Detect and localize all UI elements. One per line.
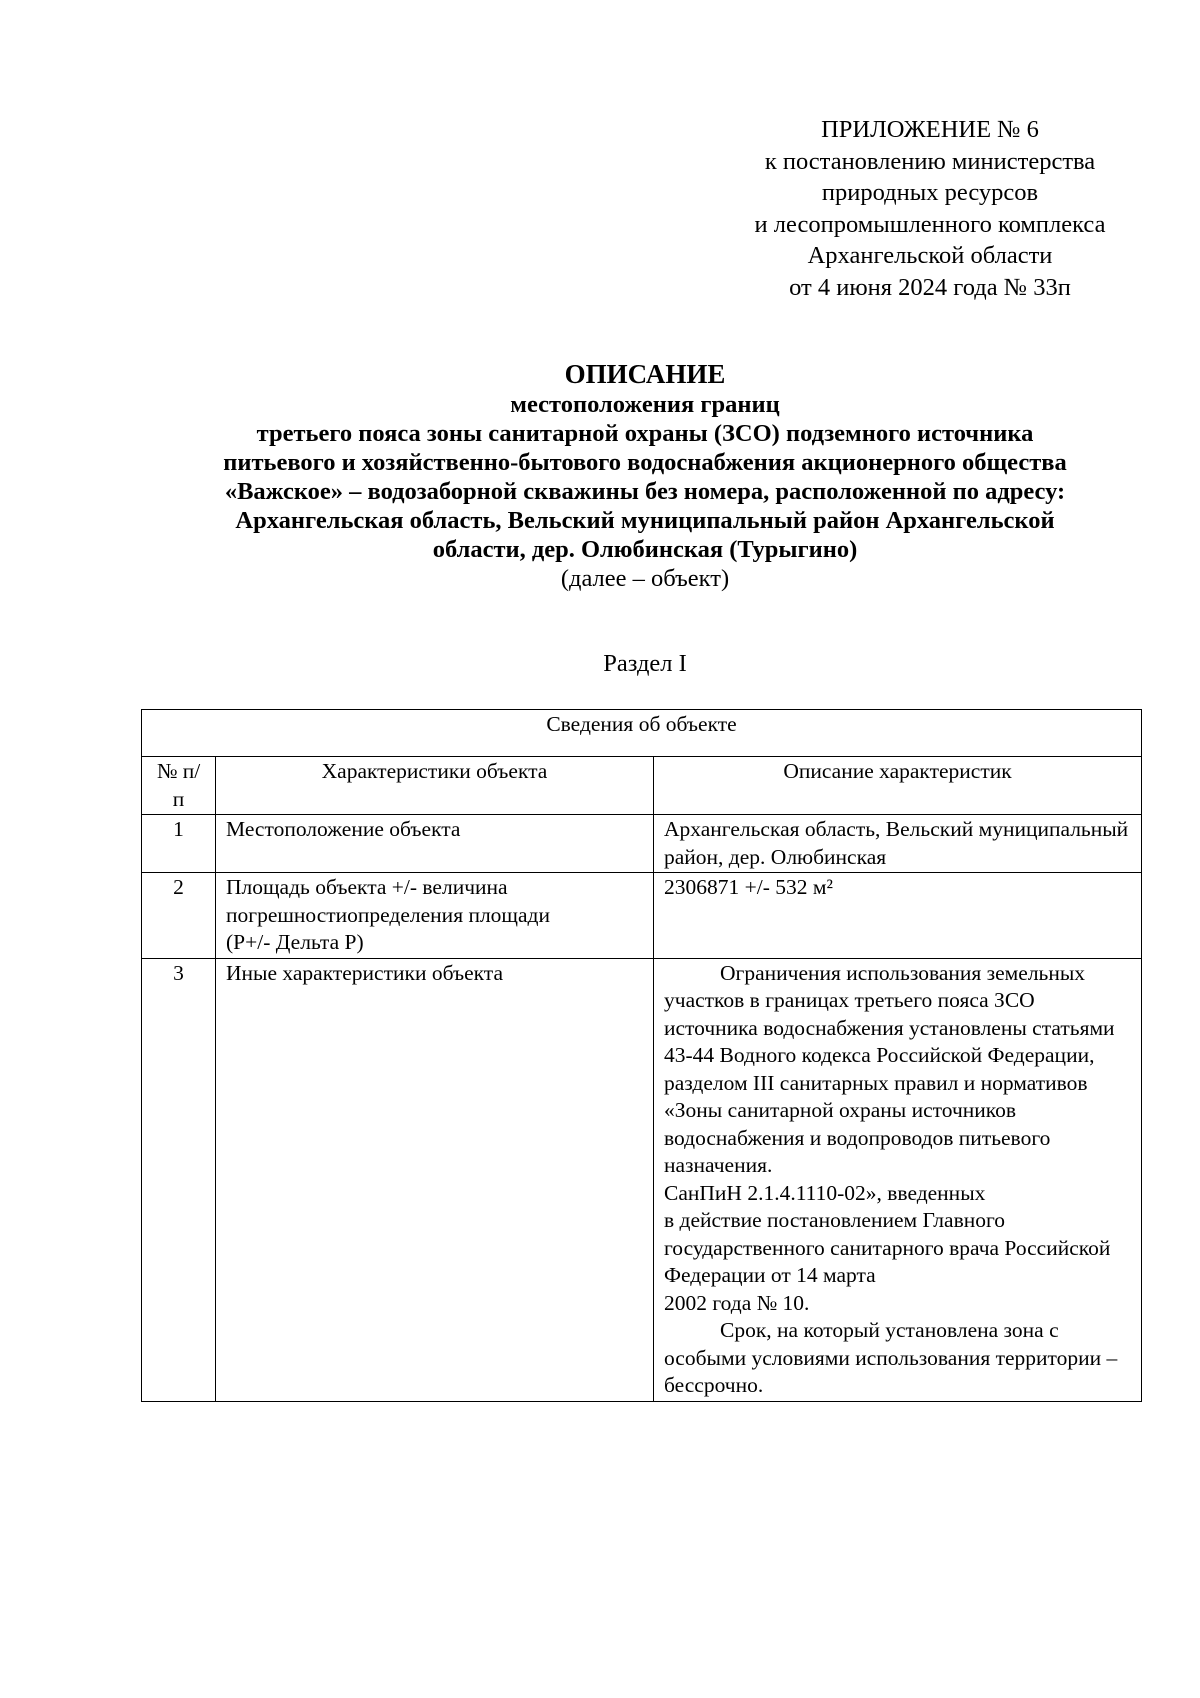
table-caption: Сведения об объекте bbox=[142, 710, 1142, 757]
table-header-row bbox=[142, 757, 1142, 815]
decree-date: 2002 года № 10. bbox=[664, 1290, 810, 1315]
title-line: области, дер. Олюбинская (Турыгино) bbox=[432, 536, 858, 563]
decree-reference: в действие постановлением Главного государственного санитарного врача Российской Федерации от 14 марта bbox=[664, 1208, 1111, 1287]
appendix-line: ПРИЛОЖЕНИЕ № 6 bbox=[821, 116, 1039, 143]
title-line: Архангельская область, Вельский муниципальный район Архангельской bbox=[235, 507, 1055, 534]
table-caption-row bbox=[142, 710, 1142, 757]
title-main: ОПИСАНИЕ bbox=[564, 359, 726, 389]
row-characteristic: Местоположение объекта bbox=[216, 815, 654, 873]
row-num: 3 bbox=[142, 958, 216, 1401]
appendix-line: к постановлению министерства bbox=[764, 147, 1096, 175]
section-heading: Раздел I bbox=[603, 650, 687, 677]
row-description bbox=[654, 958, 1142, 1401]
row-description: 2306871 +/- 532 м² bbox=[654, 873, 1142, 959]
row-description: Архангельская область, Вельский муниципальный район, дер. Олюбинская bbox=[654, 815, 1142, 873]
term-paragraph: Срок, на который установлена зона с особыми условиями использования территории – бессрочно. bbox=[664, 1318, 1118, 1397]
appendix-line: от 4 июня 2024 года № 33п bbox=[789, 273, 1071, 301]
document-title bbox=[0, 358, 1200, 594]
sanpin-reference: СанПиН 2.1.4.1110-02», введенных bbox=[664, 1180, 986, 1205]
row-num: 2 bbox=[142, 873, 216, 959]
table-row bbox=[142, 815, 1142, 873]
table-row bbox=[142, 873, 1142, 959]
header-description: Описание характеристик bbox=[654, 757, 1142, 815]
table-row bbox=[142, 958, 1142, 1401]
appendix-line: и лесопромышленного комплекса bbox=[754, 210, 1106, 238]
appendix-line: природных ресурсов bbox=[821, 179, 1039, 206]
appendix-block bbox=[630, 114, 1200, 303]
title-tail: (далее – объект) bbox=[560, 565, 730, 592]
appendix-line: Архангельской области bbox=[807, 242, 1053, 269]
row-characteristic: Иные характеристики объекта bbox=[216, 958, 654, 1401]
title-line: питьевого и хозяйственно-бытового водоснабжения акционерного общества bbox=[223, 449, 1067, 476]
row-characteristic-text: Площадь объекта +/- величина погрешностиопределения площади bbox=[226, 875, 550, 927]
header-characteristic: Характеристики объекта bbox=[216, 757, 654, 815]
title-line: местоположения границ bbox=[510, 391, 780, 418]
header-num: № п/п bbox=[142, 757, 216, 815]
row-characteristic-formula: (Р+/- Дельта Р) bbox=[226, 930, 364, 954]
row-characteristic bbox=[216, 873, 654, 959]
row-num: 1 bbox=[142, 815, 216, 873]
object-info-table bbox=[141, 709, 1142, 1402]
restrictions-paragraph: Ограничения использования земельных участков в границах третьего пояса ЗСО источника водоснабжения установлены статьями 43-44 Водного кодекса Российской Федерации, разделом III санитарных правил и нормативов «Зоны санитарной охраны источников водоснабжения и водопроводов питьевого назначения. bbox=[664, 960, 1115, 1177]
title-line: «Важское» – водозаборной скважины без номера, расположенной по адресу: bbox=[224, 478, 1066, 505]
title-line: третьего пояса зоны санитарной охраны (ЗСО) подземного источника bbox=[256, 420, 1034, 447]
